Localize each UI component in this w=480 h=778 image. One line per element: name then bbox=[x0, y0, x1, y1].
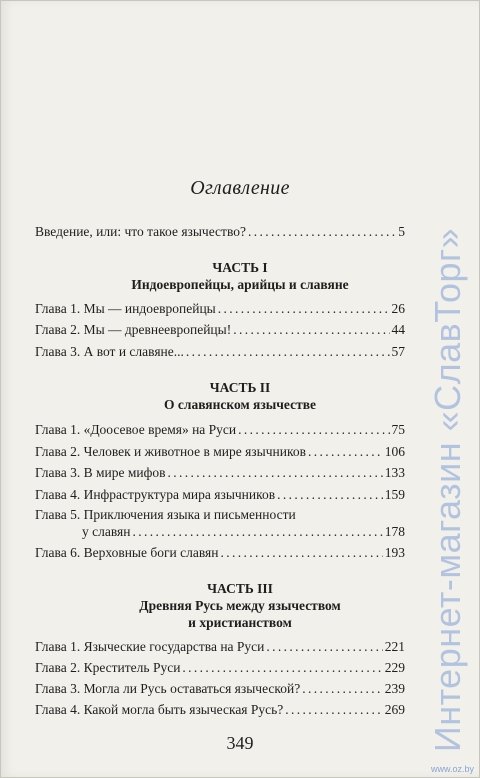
toc-entry bbox=[35, 322, 405, 338]
toc-entry-title: Глава 2. Креститель Руси bbox=[35, 660, 181, 675]
toc-entry-page: 133 bbox=[384, 465, 405, 480]
toc-entry-page: 178 bbox=[384, 524, 405, 539]
toc-entry bbox=[35, 681, 405, 697]
part-subtitle: Древняя Русь между язычеством bbox=[139, 598, 341, 613]
toc-entry-title: Глава 6. Верховные боги славян bbox=[35, 545, 219, 560]
toc-entry bbox=[35, 344, 405, 360]
toc-entry-page: 193 bbox=[384, 545, 405, 560]
toc-entry-title-line1: Глава 5. Приключения языка и письменности bbox=[35, 507, 296, 522]
toc-entry-page: 44 bbox=[391, 322, 405, 337]
part-heading: ЧАСТЬ II bbox=[209, 380, 271, 395]
part-subtitle: Индоевропейцы, арийцы и славяне bbox=[131, 277, 349, 292]
toc-entry-page: 5 bbox=[398, 224, 405, 239]
part-subtitle: и христианством bbox=[188, 615, 292, 630]
dot-leader bbox=[218, 301, 390, 317]
toc-entry-page: 221 bbox=[384, 639, 405, 654]
toc-entry-title: Глава 1. Мы — индоевропейцы bbox=[35, 301, 216, 316]
toc-entry-title: Глава 2. Мы — древнеевропейцы! bbox=[35, 322, 232, 337]
watermark bbox=[418, 227, 478, 753]
toc-entry bbox=[35, 639, 405, 655]
toc-entry-page: 159 bbox=[384, 487, 405, 502]
toc-entry-page: 239 bbox=[384, 681, 405, 696]
toc-entry bbox=[35, 702, 405, 718]
toc-entry bbox=[35, 301, 405, 317]
dot-leader bbox=[266, 639, 382, 655]
toc-entry-title: Глава 4. Инфраструктура мира язычников bbox=[35, 487, 276, 502]
dot-leader bbox=[132, 524, 382, 540]
toc-entry-page: 57 bbox=[391, 344, 405, 359]
toc-entry bbox=[35, 422, 405, 438]
toc-entry bbox=[35, 545, 405, 561]
toc-entry-title: Глава 2. Человек и животное в мире язычников bbox=[35, 444, 306, 459]
toc-entry-page: 26 bbox=[391, 301, 405, 316]
toc-title: Оглавление bbox=[190, 177, 290, 199]
toc-entry bbox=[35, 487, 405, 503]
toc-entry-title: Введение, или: что такое язычество? bbox=[35, 224, 246, 239]
toc-entry-title: Глава 1. «Доосевое время» на Руси bbox=[35, 422, 237, 437]
dot-leader bbox=[233, 322, 389, 338]
toc-entry-intro bbox=[35, 224, 405, 240]
toc-entry-page: 229 bbox=[384, 660, 405, 675]
part-subtitle: О славянском язычестве bbox=[164, 397, 316, 412]
toc-entry-title: Глава 4. Какой могла быть языческая Русь? bbox=[35, 702, 284, 717]
toc-entry bbox=[35, 524, 405, 540]
watermark-text: Интернет-магазин «СлавТорг» bbox=[427, 227, 468, 753]
dot-leader bbox=[285, 702, 382, 718]
toc-entry bbox=[35, 660, 405, 676]
toc-entry-page: 269 bbox=[384, 702, 405, 717]
dot-leader bbox=[248, 224, 396, 240]
toc-entry-title: Глава 3. В мире мифов bbox=[35, 465, 166, 480]
toc-entry-title-line2: у славян bbox=[82, 524, 131, 539]
toc-entry-title: Глава 3. А вот и славяне... bbox=[35, 344, 184, 359]
dot-leader bbox=[238, 422, 389, 438]
dot-leader bbox=[168, 465, 383, 481]
dot-leader bbox=[220, 545, 382, 561]
dot-leader bbox=[186, 344, 390, 360]
part-heading: ЧАСТЬ III bbox=[207, 581, 273, 596]
dot-leader bbox=[182, 660, 382, 676]
dot-leader bbox=[308, 444, 383, 460]
toc-entry bbox=[35, 444, 405, 460]
dot-leader bbox=[302, 681, 383, 697]
toc-entry-title: Глава 1. Языческие государства на Руси bbox=[35, 639, 265, 654]
toc-entry-page: 106 bbox=[384, 444, 405, 459]
toc-entry bbox=[35, 465, 405, 481]
dot-leader bbox=[277, 487, 383, 503]
page-number: 349 bbox=[226, 733, 254, 753]
watermark-url: www.oz.by bbox=[430, 764, 474, 774]
toc-entry-title: Глава 3. Могла ли Русь оставаться языческой? bbox=[35, 681, 301, 696]
part-heading: ЧАСТЬ I bbox=[212, 260, 268, 275]
toc-entry-page: 75 bbox=[391, 422, 405, 437]
